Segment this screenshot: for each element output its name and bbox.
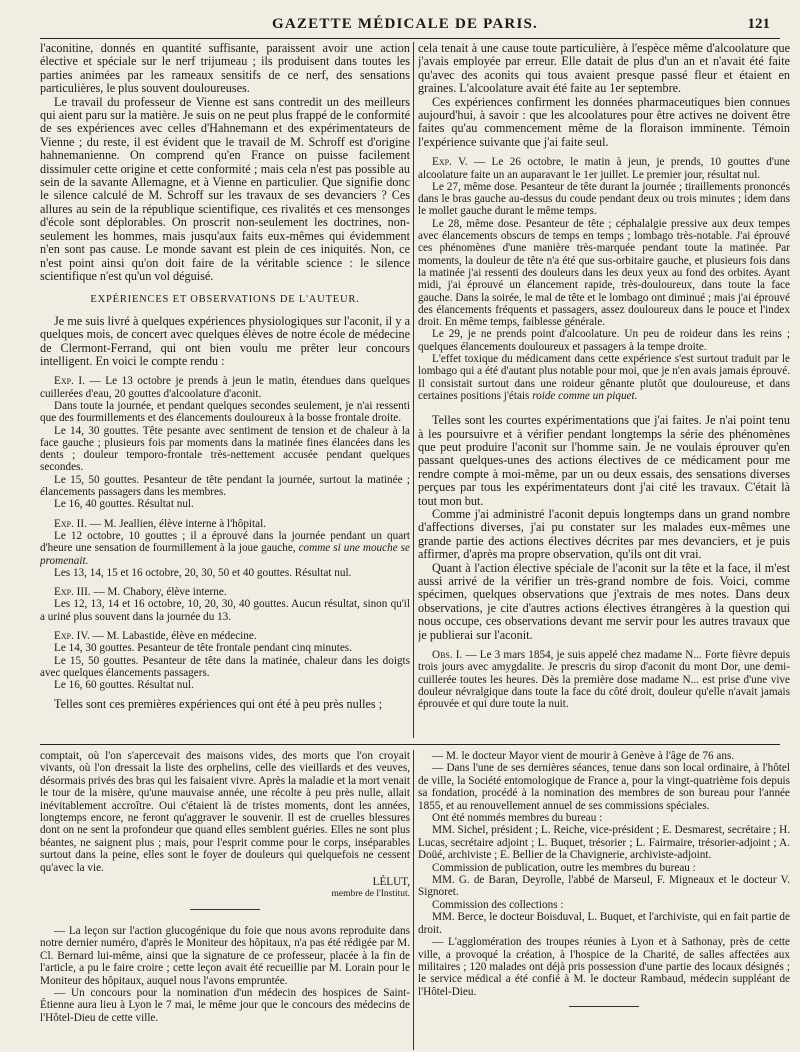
left-column bbox=[40, 42, 410, 738]
section-heading: EXPÉRIENCES ET OBSERVATIONS DE L'AUTEUR. bbox=[90, 294, 360, 306]
experiment-label: Exp. IV. bbox=[54, 629, 90, 642]
experiment-4: Exp. IV. — M. Labastide, élève en médecine. Le 14, 30 gouttes. Pesanteur de tête frontale pendant cinq minutes. Le 15, 50 gouttes. Pesanteur de tête dans la matinée, chaleur dans les doigts avec quelques élancements passagers. Le 16, 60 gouttes. Résultat nul. bbox=[40, 629, 410, 692]
news-item: MM. Sichel, président ; L. Reiche, vice-président ; E. Desmarest, secrétaire ; H. Lucas, secrétaire adjoint ; L. Buquet, trésorier ; L. Fairmaire, trésorier-adjoint ; A. Doüé, archiviste ; E. Bellier de la Chavignerie, archiviste-adjoint. bbox=[418, 824, 790, 862]
top-rule bbox=[40, 38, 780, 39]
paragraph: Ces expériences confirment les données pharmaceutiques bien connues aujourd'hui, à savoir : que les alcoolatures pour être actives ne doivent être faites qu'au commencement même de la floraison imminente. Témoin l'expérience suivante que j'ai faite seul. bbox=[418, 94, 790, 149]
experiment-label: Exp. V. bbox=[432, 156, 468, 169]
feuilleton bbox=[40, 750, 410, 1050]
feuilleton-rule bbox=[40, 744, 780, 745]
experiment-3: Exp. III. — M. Chabory, élève interne. Les 12, 13, 14 et 16 octobre, 10, 20, 30, 40 gouttes. Aucun résultat, sinon qu'il a uriné plus souvent dans la journée du 13. bbox=[40, 586, 410, 623]
short-rule bbox=[190, 909, 260, 910]
paragraph: Telles sont ces premières expériences qui ont été à peu près nulles ; bbox=[54, 697, 383, 712]
short-rule bbox=[569, 1006, 639, 1007]
column-divider bbox=[413, 42, 414, 738]
journal-title: GAZETTE MÉDICALE DE PARIS. bbox=[272, 16, 538, 32]
paragraph: Le travail du professeur de Vienne est sans contredit un des meilleurs qui aient paru sur la matière. Je suis on ne peut plus frappé de le conformité de ses expériences avec celles d'Hahnemann et des expérimentateurs de Vienne ; du reste, il est évident que le travail de M. Schroff est d'origine hahnemanienne. On comprend qu'en France on puisse facilement dissimuler cette origine et cette conformité ; mais cela n'est pas possible au sein de la savante Allemagne, et à Vienne en particulier. Que signifie donc le silence calculé de M. Schroff sur les travaux de ses devanciers ? Ces allures au sein de la république scientifique, ces rivalités et ces mensonges d'école sont déplorables. On proscrit non-seulement les doctrines, non-seulement les hommes, mais jusqu'aux faits eux-mêmes qui évidemment n'en sont pas cause. Le monde savant est plein de ces iniquités. Non, ce n'est point ainsi qu'on doit faire de la véritable science : le silence scientifique n'est qu'un vol déguisé. bbox=[40, 94, 410, 283]
masthead bbox=[40, 14, 770, 36]
signature: LÉLUT, bbox=[372, 876, 410, 889]
news-item: — Un concours pour la nomination d'un médecin des hospices de Saint-Étienne aura lieu à Lyon le 7 mai, le même jour que le concours des médecins de l'Hôtel-Dieu de cette ville. bbox=[40, 986, 410, 1024]
experiment-label: Exp. III. bbox=[54, 586, 91, 599]
news-item: Ont été nommés membres du bureau : bbox=[432, 812, 603, 825]
paragraph: Quant à l'action élective spéciale de l'aconit sur la tête et la face, il m'est aussi arrivé de la vérifier un très-grand nombre de fois. Voici, comme spécimen, quelques observations que j'extrais de mes notes. Dans deux observations, je cite d'autres actions électives étrangères à la question qui nous occupe, ces observations devant me servir pour les autres travaux que je publierai sur l'aconit. bbox=[418, 560, 790, 642]
observation-label: Obs. I. bbox=[432, 649, 463, 662]
news-item: — L'agglomération des troupes réunies à Lyon et à Sathonay, près de cette ville, a provoqué la création, à l'hospice de la Charité, de salles affectées aux militaires ; 120 malades ont déjà pris possession d'une partie des locaux désignés ; le service médical a été confié à M. le docteur Rambaud, médecin suppléant de l'Hôtel-Dieu. bbox=[418, 936, 790, 998]
observation-1: Obs. I. — Le 3 mars 1854, je suis appelé chez madame N... Forte fièvre depuis trois jours avec amygdalite. Je prescris du sirop d'aconit du mont Dor, une demi-cuillerée toutes les heures. Dès la première dose madame N... est prise d'une vive douleur névralgique dans toute la face du côté droit, douleur qu'elle n'avait jamais éprouvée et qui dure toute la nuit. bbox=[418, 649, 790, 711]
news-item: MM. G. de Baran, Deyrolle, l'abbé de Marseul, F. Migneaux et le docteur V. Signoret. bbox=[418, 874, 790, 899]
news-item: Commission de publication, outre les membres du bureau : bbox=[432, 861, 696, 874]
experiment-2: Exp. II. — M. Jeallien, élève interne à l'hôpital. Le 12 octobre, 10 gouttes ; il a éprouvé dans la journée pendant un quart d'heure une sensation de fourmillement à la joue gauche, comme si une mouche se promenait. Les 13, 14, 15 et 16 octobre, 20, 30, 50 et 40 gouttes. Résultat nul. bbox=[40, 517, 410, 579]
experiment-label: Exp. I. bbox=[54, 375, 85, 388]
page-number: 121 bbox=[747, 16, 770, 32]
experiment-5: Exp. V. — Le 26 octobre, le matin à jeun, je prends, 10 gouttes d'une alcoolature faite un an auparavant le 1er juillet. Le premier jour, résultat nul. Le 27, même dose. Pesanteur de tête durant la journée ; tiraillements prononcés dans le bras gauche au-dessus du coude pendant deux ou trois minutes ; idem dans le mollet gauche durant le même temps. Le 28, même dose. Pesanteur de tête ; céphalalgie pressive aux deux tempes avec élancements obscurs de temps en temps ; lombago très-notable. J'ai éprouvé ces phénomènes d'une manière très-marquée pendant toute la matinée. Par moments, la douleur de tête n'a été que sus-orbitaire gauche, et plusieurs fois dans la matinée j'ai ressenti des douleurs dans les deux yeux au fond des orbites. Ayant midi, j'ai éprouvé un élancement rapide, très-douloureux, dans toute la face gauche. Dans la soirée, le mal de tête et le lombago ont diminué ; mais j'ai éprouvé des élancements fréquents et passagers, assez douloureux dans le pouce et l'index droit. En même temps, faiblesse générale. Le 29, je ne prends point d'alcoolature. Un peu de roideur dans les reins ; quelques élancements douloureux et passagers à la tempe droite. L'effet toxique du médicament dans cette expérience s'est surtout traduit par le lombago qui a été d'autant plus notable pour moi, que je n'en avais jamais éprouvé. Il consistait surtout dans une roideur gênante plutôt que douloureuse, et dans certaines positions j'étais roide comme un piquet. bbox=[418, 156, 790, 402]
news-item: MM. Berce, le docteur Boisduval, L. Buquet, et l'archiviste, qui en fait partie de droit. bbox=[418, 911, 790, 936]
news-item: — Dans l'une de ses dernières séances, tenue dans son local ordinaire, à l'hôtel de ville, la Société entomologique de France a, pour la vingt-quatrième fois depuis sa fondation, procédé à la nomination des membres de son bureau pour l'année 1855, et au renouvellement annuel de ses commissions spéciales. bbox=[418, 762, 790, 812]
paragraph: l'aconitine, donnés en quantité suffisante, paraissent avoir une action élective et spéciale sur le nerf trijumeau ; ils produisent dans toutes les parties animées par les rameaux sensitifs de ce nerf, des sensations particulières, le plus souvent douloureuses. bbox=[40, 42, 410, 96]
paragraph: comptait, où l'on s'apercevait des maisons vides, des morts que l'on croyait vivants, où l'on dressait la liste des orphelins, celle des vieillards et des veuves, désormais privés des bras qui les faisaient vivre. Après la maladie et la mort venait le tour de la misère, qu'une mauvaise année, une récolte à peu près nulle, allait inévitablement accroître. Oui c'étaient là de tristes moments, dont les années, longtemps encore, ne feront qu'aggraver le souvenir. Il est de cruelles blessures dont on ne sent la profondeur que quand elles semblent guéries. Elles ne sont plus béantes, ne saignent plus ; mais, pour l'esprit comme pour le corps, inséparables surtout dans la peine, elles sont le foyer de douleurs qui quelquefois ne cessent qu'avec la vie. bbox=[40, 750, 410, 874]
paragraph: cela tenait à une cause toute particulière, à l'espèce même d'alcoolature que j'avais employée par erreur. Elle datait de plus d'un an et n'avait été faite qu'avec des aconits qui tous avaient presque passé fleur et étaient en graines. L'alcoolature avait été faite au 1er septembre. bbox=[418, 42, 790, 96]
experiment-1: Exp. I. — Le 13 octobre je prends à jeun le matin, étendues dans quelques cuillerées d'eau, 20 gouttes d'alcoolature d'aconit. Dans toute la journée, et pendant quelques secondes seulement, je n'ai ressenti que des fourmillements et des élancements douloureux à la bosse frontale droite. Le 14, 30 gouttes. Tête pesante avec sentiment de tension et de chaleur à la face gauche ; plusieurs fois par moments dans la matinée fines élancées dans les dents ; douleur temporo-frontale très-nettement accusée pendant quelques secondes. Le 15, 50 gouttes. Pesanteur de tête pendant la journée, surtout la matinée ; élancements passagers dans les membres. Le 16, 40 gouttes. Résultat nul. bbox=[40, 375, 410, 511]
news-item: Commission des collections : bbox=[432, 898, 564, 911]
news-column bbox=[418, 750, 790, 1050]
signature-title: membre de l'Institut. bbox=[331, 889, 410, 900]
right-column bbox=[418, 42, 790, 738]
news-item: — La leçon sur l'action glucogénique du foie que nous avons reproduite dans notre dernier numéro, d'après le Moniteur des hôpitaux, n'a pas été rédigée par M. Cl. Bernard lui-même, ainsi que la signature de ce professeur, placée à la fin de l'article, a pu le faire croire ; cette leçon avait été recueillie par M. Lorain pour le Moniteur des hôpitaux, auquel nous l'avons empruntée. bbox=[40, 924, 410, 987]
experiment-label: Exp. II. bbox=[54, 517, 87, 530]
news-item: — M. le docteur Mayor vient de mourir à Genève à l'âge de 76 ans. bbox=[432, 750, 735, 762]
paragraph: Je me suis livré à quelques expériences physiologiques sur l'aconit, il y a quelques mois, de concert avec quelques élèves de notre école de médecine de Clermont-Ferrand, qui ont bien voulu me prêter leur concours intelligent. En voici le compte rendu : bbox=[40, 313, 410, 368]
paragraph: Telles sont les courtes expérimentations que j'ai faites. Je n'ai point tenu à les poursuivre et à vérifier pendant longtemps la série des phénomènes que peut produire l'aconit sur l'homme sain. Je ne voulais éprouver qu'en passant quelques-unes des actions électives de ce médicament pour me rendre compte à moi-même, par un ou deux essais, des sensations diverses perçues par tous les expérimentateurs dont j'ai cité les travaux. C'était là tout mon but. bbox=[418, 413, 790, 508]
paragraph: Comme j'ai administré l'aconit depuis longtemps dans un grand nombre d'affections diverses, j'ai pu constater sur les malades eux-mêmes une grande partie des actions électives décrites par mes devanciers, et je puis affirmer, d'après ma propre observation, qu'ils ont dit vrai. bbox=[418, 507, 790, 562]
column-divider bbox=[413, 750, 414, 1050]
